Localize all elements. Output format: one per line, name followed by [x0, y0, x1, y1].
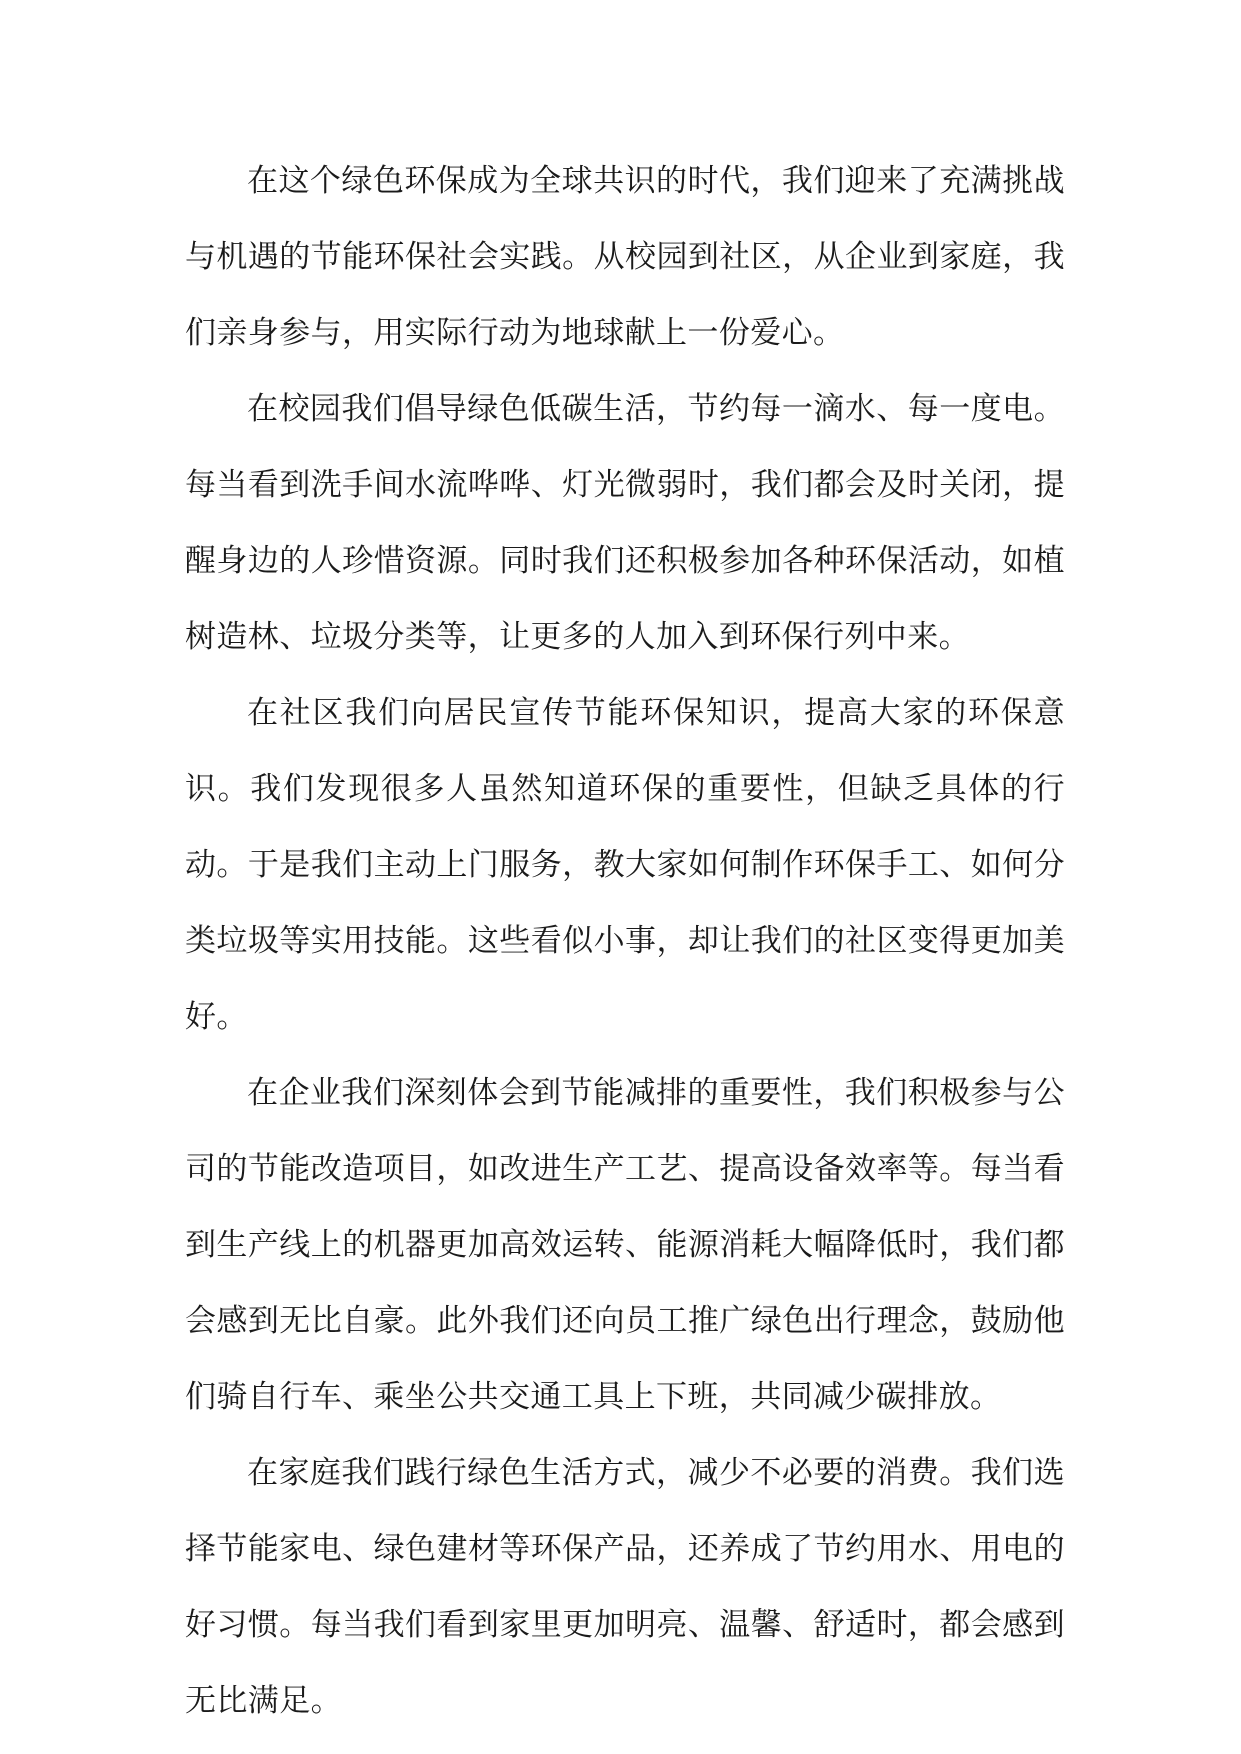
paragraph-intro: 在这个绿色环保成为全球共识的时代，我们迎来了充满挑战与机遇的节能环保社会实践。从校园到社区，从企业到家庭，我们亲身参与，用实际行动为地球献上一份爱心。 — [185, 163, 1065, 351]
document-body — [185, 143, 1065, 1739]
paragraph-community: 在社区我们向居民宣传节能环保知识，提高大家的环保意识。我们发现很多人虽然知道环保的重要性，但缺乏具体的行动。于是我们主动上门服务，教大家如何制作环保手工、如何分类垃圾等实用技能。这些看似小事，却让我们的社区变得更加美好。 — [185, 695, 1065, 1035]
paragraph-family: 在家庭我们践行绿色生活方式，减少不必要的消费。我们选择节能家电、绿色建材等环保产品，还养成了节约用水、用电的好习惯。每当我们看到家里更加明亮、温馨、舒适时，都会感到无比满足。 — [185, 1455, 1065, 1719]
paragraph-campus: 在校园我们倡导绿色低碳生活，节约每一滴水、每一度电。每当看到洗手间水流哗哗、灯光微弱时，我们都会及时关闭，提醒身边的人珍惜资源。同时我们还积极参加各种环保活动，如植树造林、垃圾分类等，让更多的人加入到环保行列中来。 — [185, 391, 1065, 655]
paragraph-enterprise: 在企业我们深刻体会到节能减排的重要性，我们积极参与公司的节能改造项目，如改进生产工艺、提高设备效率等。每当看到生产线上的机器更加高效运转、能源消耗大幅降低时，我们都会感到无比自豪。此外我们还向员工推广绿色出行理念，鼓励他们骑自行车、乘坐公共交通工具上下班，共同减少碳排放。 — [185, 1075, 1065, 1415]
